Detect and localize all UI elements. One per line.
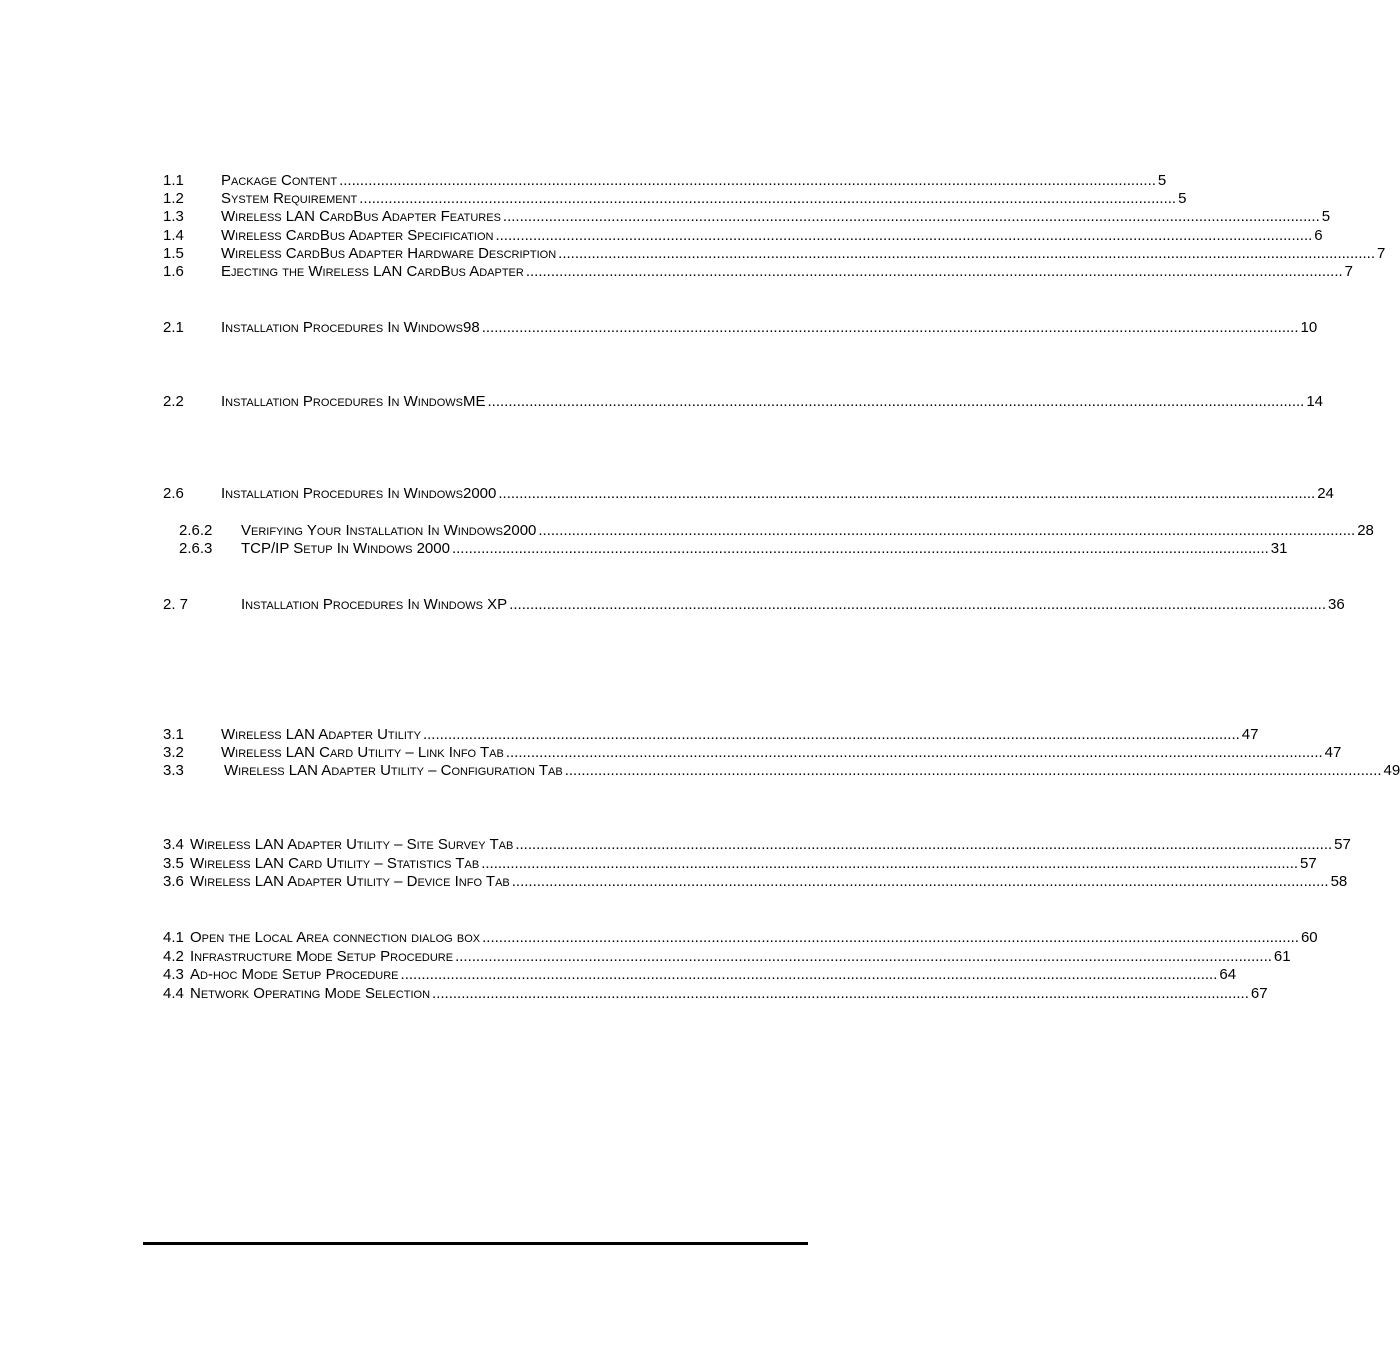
toc-entry[interactable] bbox=[163, 966, 1237, 984]
section-number: 4.4 bbox=[163, 985, 184, 1002]
section-title-row bbox=[190, 966, 1237, 984]
dot-leader: .................................................................................................................................................................................................... bbox=[400, 966, 1218, 983]
dot-leader: .................................................................................................................................................................................................... bbox=[455, 948, 1272, 965]
section-title: Wireless CardBus Adapter Specification bbox=[221, 227, 494, 244]
section-number: 1.1 bbox=[163, 172, 184, 189]
section-number: 3.5 bbox=[163, 855, 184, 872]
toc-entry[interactable] bbox=[163, 836, 1351, 854]
section-title: Open the Local Area connection dialog box bbox=[190, 929, 481, 946]
section-title-row bbox=[221, 744, 1342, 762]
section-title: Infrastructure Mode Setup Procedure bbox=[190, 948, 454, 965]
dot-leader: .................................................................................................................................................................................................... bbox=[487, 393, 1305, 410]
section-title-row bbox=[221, 227, 1323, 245]
dot-leader: .................................................................................................................................................................................................... bbox=[502, 208, 1320, 225]
toc-entry[interactable] bbox=[163, 319, 1318, 337]
toc-entry[interactable] bbox=[163, 929, 1318, 947]
toc-entry[interactable] bbox=[179, 522, 1374, 540]
page-number: 64 bbox=[1219, 966, 1237, 983]
toc-entry[interactable] bbox=[163, 190, 1187, 208]
section-title: Installation Procedures In Windows2000 bbox=[221, 485, 497, 502]
dot-leader: .................................................................................................................................................................................................... bbox=[339, 172, 1156, 189]
page-number: 67 bbox=[1250, 985, 1268, 1002]
dot-leader: .................................................................................................................................................................................................... bbox=[505, 744, 1323, 761]
section-title: Wireless LAN Adapter Utility – Device Info Tab bbox=[190, 873, 510, 890]
section-title-row bbox=[190, 836, 1351, 854]
toc-entry[interactable] bbox=[163, 485, 1334, 503]
page-number: 14 bbox=[1306, 393, 1324, 410]
dot-leader: .................................................................................................................................................................................................... bbox=[482, 929, 1299, 946]
page-number: 10 bbox=[1300, 319, 1318, 336]
section-title: Wireless LAN Adapter Utility – Configuration Tab bbox=[224, 762, 563, 779]
section-number: 2.1 bbox=[163, 319, 184, 336]
toc-entry[interactable] bbox=[163, 762, 1400, 780]
page-number: 5 bbox=[1178, 190, 1187, 207]
section-title-row bbox=[190, 855, 1317, 873]
page-number: 24 bbox=[1317, 485, 1334, 502]
toc-entry[interactable] bbox=[163, 172, 1167, 190]
toc-entry[interactable] bbox=[163, 227, 1323, 245]
section-number: 2.6 bbox=[163, 485, 184, 502]
section-number: 1.5 bbox=[163, 245, 184, 262]
section-title-row bbox=[221, 190, 1187, 208]
section-number: 3.1 bbox=[163, 726, 184, 743]
section-title: Ad-hoc Mode Setup Procedure bbox=[190, 966, 399, 983]
toc-entry[interactable] bbox=[163, 393, 1324, 411]
page-number: 57 bbox=[1334, 836, 1351, 853]
section-number: 3.4 bbox=[163, 836, 184, 853]
section-title-row bbox=[221, 485, 1334, 503]
section-number: 3.2 bbox=[163, 744, 184, 761]
section-number: 3.6 bbox=[163, 873, 184, 890]
section-title-row bbox=[190, 948, 1291, 966]
dot-leader: .................................................................................................................................................................................................... bbox=[525, 263, 1343, 280]
page-number: 60 bbox=[1300, 929, 1318, 946]
toc-entry[interactable] bbox=[163, 873, 1348, 891]
dot-leader: .................................................................................................................................................................................................... bbox=[495, 227, 1313, 244]
section-title-row bbox=[221, 319, 1318, 337]
dot-leader: .................................................................................................................................................................................................... bbox=[481, 855, 1299, 872]
dot-leader: .................................................................................................................................................................................................... bbox=[451, 540, 1269, 557]
toc-entry[interactable] bbox=[163, 744, 1342, 762]
page-number: 49 bbox=[1383, 762, 1400, 779]
dot-leader: .................................................................................................................................................................................................... bbox=[498, 485, 1316, 502]
section-title-row bbox=[221, 208, 1331, 226]
footer-rule bbox=[143, 1242, 808, 1245]
toc-entry[interactable] bbox=[163, 596, 1345, 614]
section-number: 2.2 bbox=[163, 393, 184, 410]
section-title: Installation Procedures In Windows98 bbox=[221, 319, 480, 336]
dot-leader: .................................................................................................................................................................................................... bbox=[558, 245, 1375, 262]
toc-entry[interactable] bbox=[163, 948, 1291, 966]
section-title: Wireless LAN CardBus Adapter Features bbox=[221, 208, 501, 225]
section-title-row bbox=[190, 873, 1348, 891]
dot-leader: .................................................................................................................................................................................................... bbox=[432, 985, 1249, 1002]
section-title: Ejecting the Wireless LAN CardBus Adapter bbox=[221, 263, 524, 280]
toc-entry[interactable] bbox=[179, 540, 1288, 558]
page-number: 7 bbox=[1344, 263, 1354, 280]
section-title-row bbox=[221, 393, 1324, 411]
section-number: 1.6 bbox=[163, 263, 184, 280]
section-title: Installation Procedures In WindowsME bbox=[221, 393, 486, 410]
page-number: 47 bbox=[1241, 726, 1259, 743]
dot-leader: .................................................................................................................................................................................................... bbox=[509, 596, 1327, 613]
section-title-row bbox=[190, 985, 1268, 1003]
section-title: Installation Procedures In Windows XP bbox=[241, 596, 508, 613]
section-number: 4.1 bbox=[163, 929, 184, 946]
page-number: 31 bbox=[1270, 540, 1288, 557]
page-number: 61 bbox=[1273, 948, 1291, 965]
section-number: 1.2 bbox=[163, 190, 184, 207]
dot-leader: .................................................................................................................................................................................................... bbox=[511, 873, 1329, 890]
page-number: 47 bbox=[1324, 744, 1342, 761]
page-number: 6 bbox=[1314, 227, 1323, 244]
page-number: 28 bbox=[1357, 522, 1374, 539]
toc-entry[interactable] bbox=[163, 208, 1331, 226]
section-title: TCP/IP Setup In Windows 2000 bbox=[241, 540, 450, 557]
page-number: 36 bbox=[1328, 596, 1345, 613]
dot-leader: .................................................................................................................................................................................................... bbox=[538, 522, 1356, 539]
section-title-row bbox=[241, 522, 1374, 540]
section-title: Wireless LAN Adapter Utility bbox=[221, 726, 421, 743]
section-number: 4.3 bbox=[163, 966, 184, 983]
section-title-row bbox=[241, 596, 1345, 614]
section-title: Network Operating Mode Selection bbox=[190, 985, 431, 1002]
section-number: 4.2 bbox=[163, 948, 184, 965]
dot-leader: .................................................................................................................................................................................................... bbox=[515, 836, 1333, 853]
section-title-row bbox=[221, 726, 1259, 744]
section-number: 2.6.2 bbox=[179, 522, 213, 539]
section-title: System Requirement bbox=[221, 190, 358, 207]
toc-entry[interactable] bbox=[163, 263, 1354, 281]
section-title: Verifying Your Installation In Windows2000 bbox=[241, 522, 537, 539]
section-title-row bbox=[190, 929, 1318, 947]
page-number: 7 bbox=[1376, 245, 1386, 262]
section-title-row bbox=[221, 263, 1354, 281]
toc-entry[interactable] bbox=[163, 985, 1268, 1003]
section-title: Wireless CardBus Adapter Hardware Description bbox=[221, 245, 557, 262]
page-number: 58 bbox=[1330, 873, 1348, 890]
section-number: 3.3 bbox=[163, 762, 184, 779]
page-number: 57 bbox=[1300, 855, 1317, 872]
section-title: Wireless LAN Card Utility – Statistics Tab bbox=[190, 855, 480, 872]
section-title-row bbox=[224, 762, 1400, 780]
section-title-row bbox=[241, 540, 1288, 558]
section-title: Wireless LAN Card Utility – Link Info Tab bbox=[221, 744, 504, 761]
page-number: 5 bbox=[1321, 208, 1331, 225]
toc-entry[interactable] bbox=[163, 245, 1386, 263]
section-title: Wireless LAN Adapter Utility – Site Survey Tab bbox=[190, 836, 514, 853]
section-title-row bbox=[221, 172, 1167, 190]
toc-entry[interactable] bbox=[163, 726, 1259, 744]
section-title: Package Content bbox=[221, 172, 338, 189]
dot-leader: .................................................................................................................................................................................................... bbox=[359, 190, 1177, 207]
section-number: 1.4 bbox=[163, 227, 184, 244]
section-number: 2. 7 bbox=[163, 596, 189, 613]
toc-entry[interactable] bbox=[163, 855, 1317, 873]
dot-leader: .................................................................................................................................................................................................... bbox=[564, 762, 1382, 779]
dot-leader: .................................................................................................................................................................................................... bbox=[422, 726, 1240, 743]
section-number: 2.6.3 bbox=[179, 540, 213, 557]
section-number: 1.3 bbox=[163, 208, 184, 225]
section-title-row bbox=[221, 245, 1386, 263]
dot-leader: .................................................................................................................................................................................................... bbox=[481, 319, 1299, 336]
page-number: 5 bbox=[1157, 172, 1167, 189]
